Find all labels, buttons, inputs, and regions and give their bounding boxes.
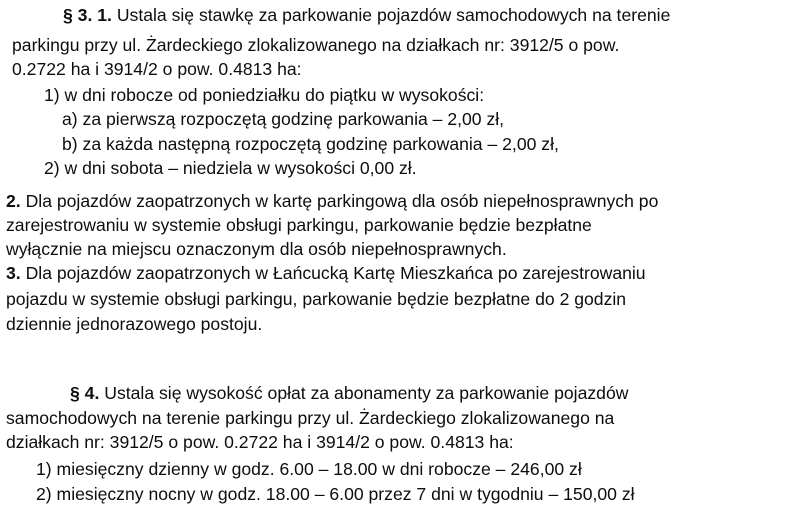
section-3-list-item bbox=[44, 157, 417, 179]
section-3-intro-line-2: parkingu przy ul. Żardeckiego zlokalizowanego na działkach nr: 3912/5 o pow. bbox=[12, 35, 620, 55]
section-4-intro-line-1: Ustala się wysokość opłat za abonamenty za parkowanie pojazdów bbox=[104, 383, 629, 403]
section-4-intro-line-2: samochodowych na terenie parkingu przy ul. Żardeckiego zlokalizowanego na bbox=[6, 408, 615, 428]
list-item-text: w dni robocze od poniedziałku do piątku w wysokości: bbox=[64, 85, 485, 105]
list-item-text: miesięczny nocny w godz. 18.00 – 6.00 przez 7 dni w tygodniu – 150,00 zł bbox=[56, 484, 635, 504]
list-marker: 2) bbox=[36, 484, 52, 504]
section-3-sub-item bbox=[62, 133, 559, 155]
section-3-heading: § 3. bbox=[63, 5, 93, 25]
list-item-text: za każda następną rozpoczętą godzinę parkowania – 2,00 zł, bbox=[82, 134, 559, 154]
section-4-list-item bbox=[36, 483, 635, 505]
paragraph-text: Dla pojazdów zaopatrzonych w Łańcucką Kartę Mieszkańca po zarejestrowaniu bbox=[25, 263, 646, 283]
section-3-paragraph-3-line-1 bbox=[6, 262, 646, 284]
section-4-intro-line-3: działkach nr: 3912/5 o pow. 0.2722 ha i 3914/2 o pow. 0.4813 ha: bbox=[6, 432, 514, 452]
section-4-list-item bbox=[36, 458, 582, 480]
list-item-text: za pierwszą rozpoczętą godzinę parkowania – 2,00 zł, bbox=[82, 109, 505, 129]
section-4-first-line bbox=[70, 382, 628, 404]
section-3-sub-item bbox=[62, 108, 504, 130]
section-3-first-line bbox=[63, 4, 670, 26]
section-3-paragraph-2-line-3: wyłącznie na miejscu oznaczonym dla osób niepełnosprawnych. bbox=[6, 239, 507, 259]
list-marker: a) bbox=[62, 109, 78, 129]
paragraph-number: 2. bbox=[6, 191, 21, 211]
list-marker: 1) bbox=[44, 85, 60, 105]
list-item-text: w dni sobota – niedziela w wysokości 0,00 zł. bbox=[64, 158, 417, 178]
section-3-paragraph-2-line-1 bbox=[6, 190, 658, 212]
section-3-paragraph-3-line-3: dziennie jednorazowego postoju. bbox=[6, 314, 263, 334]
paragraph-text: Dla pojazdów zaopatrzonych w kartę parkingową dla osób niepełnosprawnych po bbox=[25, 191, 659, 211]
section-3-paragraph-2-line-2: zarejestrowaniu w systemie obsługi parkingu, parkowanie będzie bezpłatne bbox=[6, 215, 592, 235]
section-3-intro-line-1: Ustala się stawkę za parkowanie pojazdów samochodowych na terenie bbox=[116, 5, 671, 25]
list-item-text: miesięczny dzienny w godz. 6.00 – 18.00 w dni robocze – 246,00 zł bbox=[56, 459, 582, 479]
section-4-heading: § 4. bbox=[70, 383, 100, 403]
paragraph-number: 3. bbox=[6, 263, 21, 283]
section-3-list-item bbox=[44, 84, 484, 106]
section-3-paragraph-3-line-2: pojazdu w systemie obsługi parkingu, parkowanie będzie bezpłatne do 2 godzin bbox=[6, 289, 627, 309]
list-marker: b) bbox=[62, 134, 78, 154]
list-marker: 2) bbox=[44, 158, 60, 178]
section-3-intro-line-3: 0.2722 ha i 3914/2 o pow. 0.4813 ha: bbox=[12, 59, 302, 79]
section-3-paragraph-1-number: 1. bbox=[97, 5, 112, 25]
list-marker: 1) bbox=[36, 459, 52, 479]
